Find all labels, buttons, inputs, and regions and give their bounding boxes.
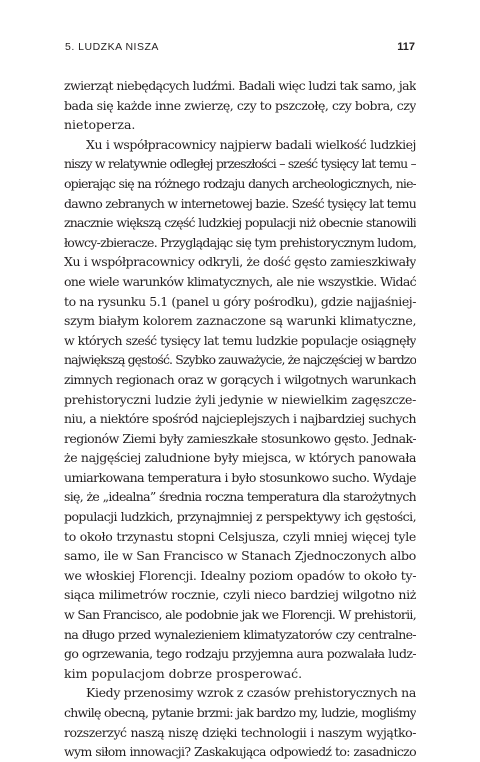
body-text (64, 76, 416, 762)
text-line: w których sześć tysięcy lat temu ludzkie populacje osiągnęły (64, 332, 416, 348)
text-line: prehistoryczni ludzie żyli jedynie w niewielkim zagęszcze- (64, 391, 416, 407)
text-line: wym siłom innowacji? Zaskakująca odpowiedź to: zasadniczo (64, 744, 416, 760)
text-line: siąca milimetrów rocznie, czyli nieco bardziej wilgotno niż (64, 587, 416, 603)
text-line: to na rysunku 5.1 (panel u góry pośrodku), gdzie najjaśniej- (64, 293, 416, 309)
text-line: to około trzynastu stopni Celsjusza, czyli mniej więcej tyle (64, 528, 416, 544)
text-line: samo, ile w San Francisco w Stanach Zjednoczonych albo (64, 548, 416, 564)
text-line: opierając się na różnego rodzaju danych archeologicznych, nie- (64, 175, 416, 191)
text-line: we włoskiej Florencji. Idealny poziom opadów to około ty- (64, 567, 416, 583)
text-line: rozszerzyć naszą niszę dzięki technologii i naszym wyjątko- (64, 724, 416, 740)
chapter-title: 5. LUDZKA NISZA (65, 41, 159, 53)
text-line: że najgęściej zaludnione były miejsca, w których panowała (64, 450, 416, 466)
text-line: zwierząt niebędących ludźmi. Badali więc ludzi tak samo, jak (64, 78, 416, 93)
text-line: nietoperza. (64, 117, 136, 133)
running-header (65, 41, 415, 57)
text-line: one wiele warunków klimatycznych, ale nie wszystkie. Widać (64, 273, 416, 289)
text-line: największą gęstość. Szybko zauważycie, że najczęściej w bardzo (64, 352, 416, 368)
text-line: zimnych regionach oraz w gorących i wilgotnych warunkach (64, 371, 416, 387)
text-line: populacji ludzkich, przynajmniej z perspektywy ich gęstości, (64, 509, 416, 525)
text-line: chwilę obecną, pytanie brzmi: jak bardzo my, ludzie, mogliśmy (64, 705, 416, 720)
text-line: na długo przed wynalezieniem klimatyzatorów czy centralne- (64, 626, 416, 642)
text-line: łowcy-zbieracze. Przyglądając się tym prehistorycznym ludom, (64, 234, 416, 250)
text-line: szym białym kolorem zaznaczone są warunki klimatyczne, (64, 313, 416, 329)
text-line: dawno zebranych w internetowej bazie. Sześć tysięcy lat temu (64, 195, 416, 211)
text-line: regionów Ziemi były zamieszkałe stosunkowo gęsto. Jednak- (64, 430, 416, 446)
text-line: Xu i współpracownicy najpierw badali wielkość ludzkiej (86, 136, 416, 152)
text-line: umiarkowana temperatura i było stosunkowo sucho. Wydaje (64, 469, 416, 485)
text-line: się, że „idealna” średnia roczna temperatura dla starożytnych (64, 489, 416, 505)
text-line: bada się każde inne zwierzę, czy to pszczołę, czy bobra, czy (64, 97, 416, 113)
text-line: Kiedy przenosimy wzrok z czasów prehistorycznych na (86, 685, 416, 701)
text-line: niszy w relatywnie odległej przeszłości – sześć tysięcy lat temu – (64, 156, 416, 172)
text-line: znacznie większą część ludzkiej populacji niż obecnie stanowili (64, 215, 416, 231)
text-line: w San Francisco, ale podobnie jak we Florencji. W prehistorii, (64, 607, 416, 623)
page-number: 117 (397, 41, 415, 53)
text-line: Xu i współpracownicy odkryli, że dość gęsto zamieszkiwały (64, 254, 416, 270)
text-line: kim populacjom dobrze prosperować. (64, 665, 303, 681)
text-line: niu, a niektóre spośród najcieplejszych i najbardziej suchych (64, 411, 416, 427)
text-line: go ogrzewania, tego rodzaju przyjemna aura pozwalała ludz- (64, 646, 416, 662)
